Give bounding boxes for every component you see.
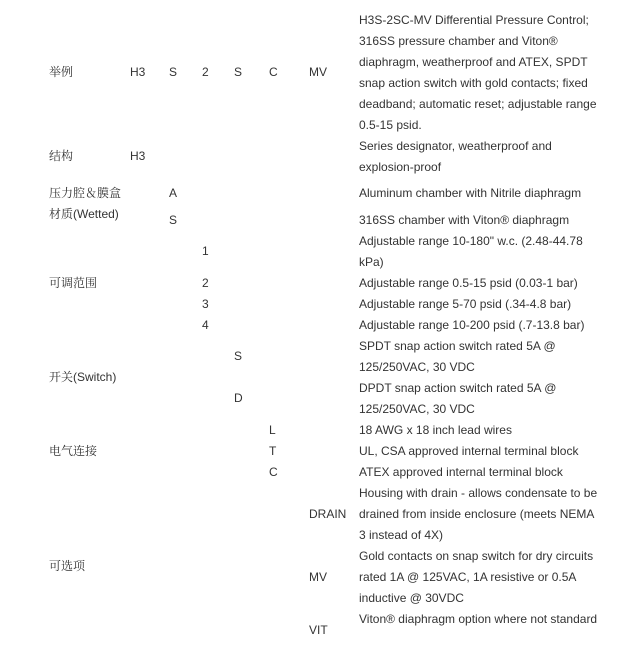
range-code-2: 2: [202, 276, 209, 290]
example-code-range: 2: [202, 65, 209, 79]
optional-desc-vit: Viton® diaphragm option where not standard: [359, 612, 598, 626]
optional-label: 可选项: [49, 559, 86, 573]
example-code-material: S: [169, 65, 178, 79]
material-code-a: A: [169, 186, 178, 200]
range-desc-4: Adjustable range 10-200 psid (.7-13.8 bar): [359, 318, 585, 332]
optional-code-mv: MV: [309, 570, 327, 584]
optional-code-vit: VIT: [309, 623, 328, 637]
switch-desc-s: SPDT snap action switch rated 5A @ 125/250VAC, 30 VDC: [359, 339, 556, 374]
switch-desc-d: DPDT snap action switch rated 5A @ 125/250VAC, 30 VDC: [359, 381, 557, 416]
range-desc-2: Adjustable range 0.5-15 psid (0.03-1 bar): [359, 276, 578, 290]
electrical-desc-t: UL, CSA approved internal terminal block: [359, 444, 579, 458]
example-label: 举例: [49, 65, 74, 79]
electrical-desc-l: 18 AWG x 18 inch lead wires: [359, 423, 512, 437]
electrical-code-c: C: [269, 465, 278, 479]
optional-code-drain: DRAIN: [309, 507, 347, 521]
example-code-electrical: C: [269, 65, 278, 79]
optional-desc-mv: Gold contacts on snap switch for dry circuits rated 1A @ 125VAC, 1A resistive or 0.5A inductive @ 30VDC: [359, 549, 594, 605]
material-desc-a: Aluminum chamber with Nitrile diaphragm: [359, 186, 582, 200]
range-desc-3: Adjustable range 5-70 psid (.34-4.8 bar): [359, 297, 572, 311]
material-code-s: S: [169, 213, 178, 227]
range-desc-1: Adjustable range 10-180" w.c. (2.48-44.78 kPa): [359, 234, 583, 269]
example-code-series: H3: [130, 65, 146, 79]
example-description: H3S-2SC-MV Differential Pressure Control; 316SS pressure chamber and Viton® diaphragm, weatherproof and ATEX, SPDT snap action switch with gold contacts; fixed deadband; automatic reset; adjustable range 0.5-15 psid.: [359, 13, 597, 132]
range-code-1: 1: [202, 244, 209, 258]
optional-desc-drain: Housing with drain - allows condensate to be drained from inside enclosure (meets NEMA 3 instead of 4X): [359, 486, 598, 542]
example-code-switch: S: [234, 65, 243, 79]
structure-code: H3: [130, 149, 146, 163]
electrical-code-t: T: [269, 444, 277, 458]
switch-code-s: S: [234, 349, 243, 363]
structure-description: Series designator, weatherproof and explosion-proof: [359, 139, 552, 174]
range-code-4: 4: [202, 318, 209, 332]
material-desc-s: 316SS chamber with Viton® diaphragm: [359, 213, 570, 227]
electrical-label: 电气连接: [49, 444, 98, 458]
structure-label: 结构: [49, 149, 74, 163]
example-code-option: MV: [309, 65, 327, 79]
range-label: 可调范围: [49, 276, 98, 290]
electrical-code-l: L: [269, 423, 276, 437]
material-label-line2: 材质(Wetted): [49, 207, 119, 221]
range-code-3: 3: [202, 297, 209, 311]
material-label-line1: 压力腔＆膜盒: [49, 186, 122, 200]
switch-label: 开关(Switch): [49, 370, 117, 384]
electrical-desc-c: ATEX approved internal terminal block: [359, 465, 563, 479]
switch-code-d: D: [234, 391, 243, 405]
